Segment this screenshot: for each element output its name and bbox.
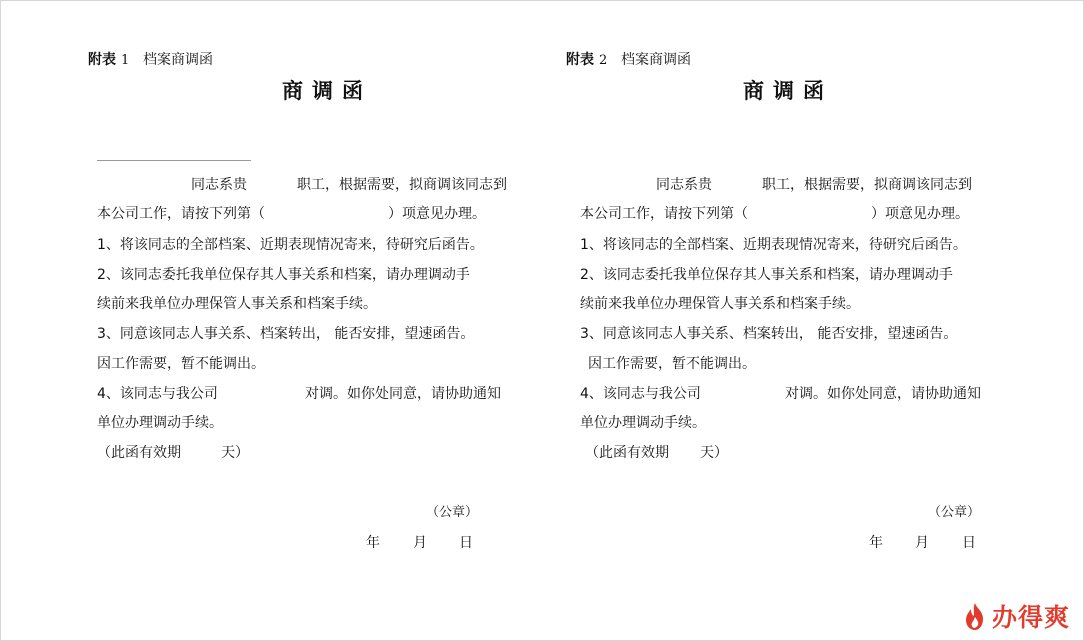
header-prefix: 附表 [88,52,116,68]
item-1: 1、将该同志的全部档案、近期表现情况寄来，待研究后函告。 [97,237,484,253]
date-month: 月 [413,535,427,551]
form-title: 商调函 [282,79,372,103]
header-title: 档案商调函 [621,52,691,68]
header-prefix: 附表 [566,52,594,68]
validity-part-b: 天） [700,445,728,461]
item-2-line-b: 续前来我单位办理保管人事关系和档案手续。 [97,296,377,312]
seal-label: （公章） [426,505,479,520]
line1-part-a: 同志系贵 [191,177,247,193]
header-number: 2 [599,53,608,68]
line2-part-a: 本公司工作，请按下列第（ [580,206,748,222]
item-4-line-a: 4、该同志与我公司 [580,386,701,402]
watermark-text: 办得爽 [992,603,1071,632]
date-day: 日 [459,535,473,551]
item-4-line-b: 对调。如你处同意，请协助通知 [785,386,981,402]
item-4-line-b: 对调。如你处同意，请协助通知 [305,386,501,402]
header-number: 1 [121,53,130,68]
item-3-line-a: 3、同意该同志人事关系、档案转出， 能否安排，望速函告。 [580,326,958,342]
validity-part-a: （此函有效期 [585,445,669,461]
letter-form-1 [88,0,548,600]
date-day: 日 [962,535,976,551]
date-month: 月 [915,535,929,551]
header-title: 档案商调函 [143,52,213,68]
item-2-line-a: 2、该同志委托我单位保存其人事关系和档案，请办理调动手 [580,267,953,283]
seal-label: （公章） [928,505,981,520]
item-4-line-c: 单位办理调动手续。 [97,415,223,431]
date-year: 年 [869,535,883,551]
form-title: 商调函 [743,79,833,103]
letter-form-2 [566,0,1026,600]
line1-part-a: 同志系贵 [656,177,712,193]
validity-part-a: （此函有效期 [97,445,181,461]
item-3-line-b: 因工作需要，暂不能调出。 [588,356,756,372]
item-1: 1、将该同志的全部档案、近期表现情况寄来，待研究后函告。 [580,237,967,253]
item-2-line-b: 续前来我单位办理保管人事关系和档案手续。 [580,296,860,312]
item-4-line-a: 4、该同志与我公司 [97,386,218,402]
line1-part-b: 职工，根据需要，拟商调该同志到 [762,177,972,193]
item-4-line-c: 单位办理调动手续。 [580,415,706,431]
line1-part-b: 职工，根据需要，拟商调该同志到 [297,177,507,193]
item-3-line-b: 因工作需要，暂不能调出。 [97,356,265,372]
validity-part-b: 天） [221,445,249,461]
name-underline [97,160,251,161]
item-3-line-a: 3、同意该同志人事关系、档案转出， 能否安排，望速函告。 [97,326,475,342]
line2-part-b: ）项意见办理。 [388,206,486,222]
date-year: 年 [366,535,380,551]
line2-part-a: 本公司工作，请按下列第（ [97,206,265,222]
line2-part-b: ）项意见办理。 [871,206,969,222]
watermark-logo [960,600,1080,636]
flame-logo-icon [960,602,990,632]
item-2-line-a: 2、该同志委托我单位保存其人事关系和档案，请办理调动手 [97,267,470,283]
